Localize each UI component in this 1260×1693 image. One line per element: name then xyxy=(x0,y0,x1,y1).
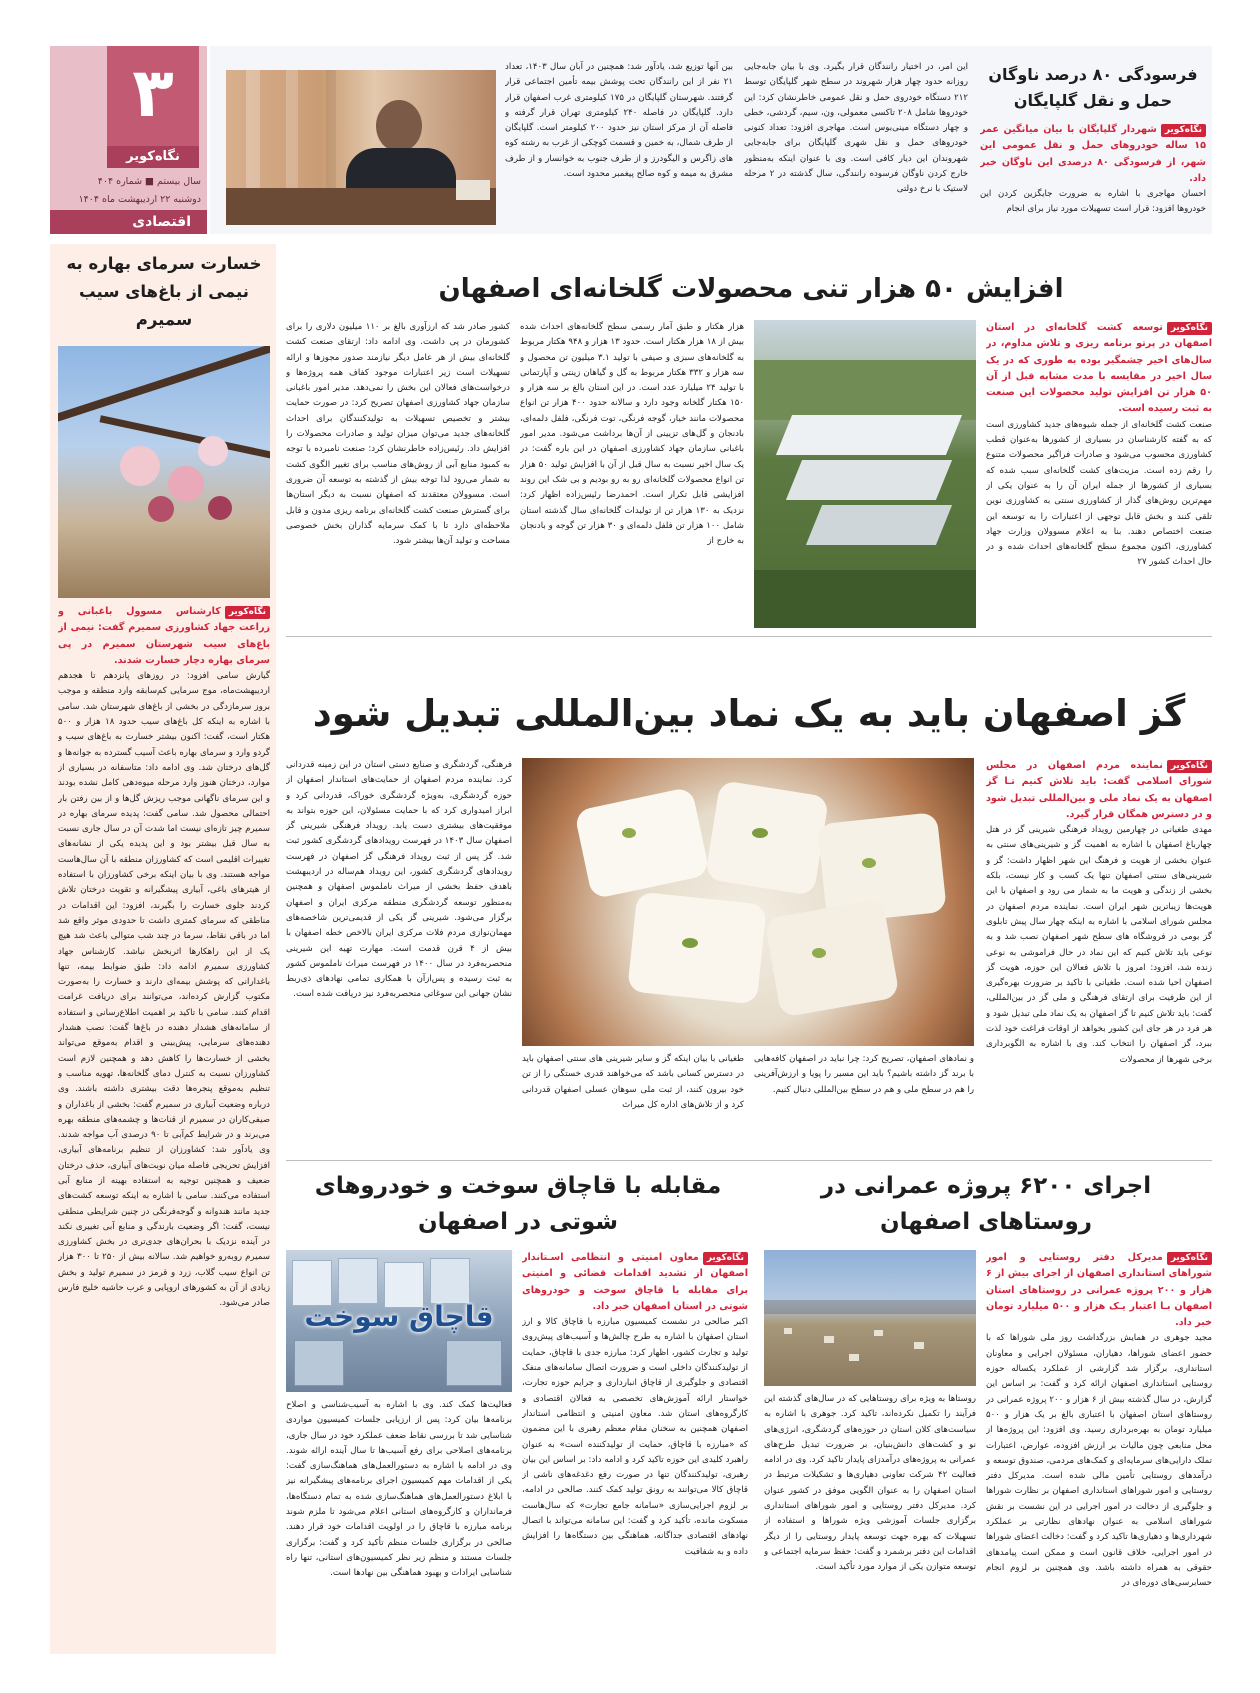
gaz-lead-col xyxy=(986,758,1212,1228)
greenhouse-col1: صنعت کشت گلخانه‌ای از جمله شیوه‌های جدید کشاورزی است که به گفته کارشناسان در بسیاری از کشورها به‌عنوان قطب کشاورزی محسوب می‌شود و صادرات فراگیر محصولات متنوع را رقم زده است. مزیت‌های کشت گلخانه‌ای سبب شده که بسیاری از کشورها از جمله ایران آن را به عنوان یکی از مهم‌ترین روش‌های گذار از کشاورزی سنتی به کشاورزی نوین تلقی کنند و بخش قابل توجهی از اعتبارات را به توسعه این صنعت اختصاص دهند. بنا به اعلام مسوولان وزارت جهاد کشاورزی، اکنون مجموع سطح گلخانه‌های احداث شده و در حال احداث کشور ۲۷ xyxy=(986,419,1212,568)
gaz-lead: نماینده مردم اصفهان در مجلس شورای اسلامی گفت: باید تلاش کنیم تـا گز اصفهان به یک نماد ملی و بین‌المللی تبدیل شود و در دسترس همگان قرار گیرد. xyxy=(986,760,1212,820)
newspaper-badge: نگاه‌کویر xyxy=(703,1252,748,1265)
greenhouse-lead: توسعه کشت گلخانه‌ای در استان اصفهان در پرتو برنامه ریزی و تلاش مداوم، در سال‌های اخیر چشمگیر بوده به طوری که در یک سال اخیر در مقایسه با مدت مشابه قبل از آن ۵۰ هزار تن افزایش تولید محصولات این صنعت به ثبت رسیده است. xyxy=(986,322,1212,415)
villages-col1: مجید جوهری در همایش بزرگداشت روز ملی شوراها که با حضور اعضای شوراها، دهیاران، مسئولان اجرایی و معاونان استانداری، برگزار شد گزارشی از عملکرد یکساله حوزه روستایی استانداری اصفهان ارائه کرد و گفت: بر اساس این گزارش، در سال گذشته بیش از ۶ هزار و ۲۰۰ پروژه عمرانی در روستاهای استان اصفهان با اعتباری بالغ بر یک هزار و ۵۰۰ میلیارد تومان به بهره‌برداری رسید. وی افزود: این پروژه‌ها از محل منابعی چون مالیات بر ارزش افزوده، عوارض، اعتبارات تملک دارایی‌های سرمایه‌ای و کمک‌های مردمی، صندوق توسعه و درآمدهای روستایی تأمین مالی شده است. مدیرکل دفتر روستایی و امور شوراهای استانداری اصفهان بر نظارت شوراها و جلوگیری از دخالت در امور اجرایی در این نشست بر نقش شوراهای اسلامی به عنوان نهادهای نظارتی بر عملکرد شهرداری‌ها و دهیاری‌ها تاکید کرد و گفت: دخالت اعضای شوراها در امور اجرایی، خلاف قانون است و ممکن است پیامدهای حقوقی به همراه داشته باشد. وی همچنین بر لزوم انجام حسابرسی‌های دوره‌ای در xyxy=(986,1333,1212,1589)
frost-body: گیارش سامی افزود: در روزهای پانزدهم تا هجدهم اردیبهشت‌ماه، موج سرمایی کم‌سابقه وارد منطقه و موجب بروز سرمازدگی در بخشی از باغ‌های شهرستان شد. سامی با اشاره به اینکه کل باغ‌های سیب حدود ۱۸ هزار و ۵۰۰ هکتار است، گفت: اکنون بیشتر خسارت به باغ‌های سیب و گردو وارد و سرمای بهاره باعث آسیب گسترده به جوانه‌ها و گل‌های درختان شد. وی ادامه داد: متاسفانه در بسیاری از موارد، درختان هنوز وارد مرحله میوه‌دهی کامل نشده بودند و این سرمای ناگهانی موجب ریزش گل‌ها و از بین رفتن بار احتمالی محصول شد. سامی گفت: پدیده سرمای بهاره در سمیرم چیز تازه‌ای نیست اما شدت آن در سال جاری نسبت به سال قبل بیشتر بود و این پدیده یکی از نشانه‌های تغییرات اقلیمی است که کشاورزان منطقه با آن سال‌هاست مواجه هستند. وی با بیان اینکه برخی کشاورزان با استفاده از هیترهای باغی، آبیاری پیشگیرانه و تقویت درختان تلاش کردند جلوی خسارت را بگیرند، افزود: این اقدامات در مناطقی که سرمای کمتری داشت تا حدودی موثر واقع شد اما در باقی نقاط، سرما در چند شب متوالی باعث شد هیچ یک از این راهکارها اثربخش نباشد. کارشناس جهاد کشاورزی سمیرم ادامه داد: طبق ضوابط بیمه، تنها باغدارانی که پوشش بیمه‌ای دارند و خسارت را به‌صورت مکتوب گزارش کرده‌اند، می‌توانند برای دریافت غرامت اقدام کنند. سامی با تاکید بر اهمیت اطلاع‌رسانی و استفاده از سامانه‌های هشدار دهنده در باغ‌ها گفت: نصب هشدار دهنده‌های سرمایی، پیش‌بینی و اقدام به‌موقع می‌تواند بخشی از خسارت‌ها را کاهش دهد و همچنین لازم است کشاورزان نسبت به کنترل دمای گلخانه‌ها، تهویه مناسب و تنظیم به‌موقع پنجره‌ها دقت بیشتری داشته باشند. وی درباره وضعیت آبیاری در سمیرم گفت: بخشی از باغداران و صیفی‌کاران در سمیرم از قنات‌ها و چشمه‌های منطقه بهره می‌برند و در شرایط کم‌آبی تا ۹۰ درصدی آب مواجه شدند. وی یادآور شد: کشاورزان از تنظیم برنامه‌های آبیاری، افزایش تحریجی فاصله میان نوبت‌های آبیاری، حذف درختان ضعیف و همچنین توجیه به استفاده بهینه از منابع آبی استفاده می‌کنند. سامی با اشاره به اینکه توسعه کشت‌های جدید مانند هندوانه و گوجه‌فرنگی در چنین شرایطی منطقی نیست، گفت: اگر وضعیت بارندگی و منابع آبی تغییری نکند در آینده نزدیک با بحران‌های جدی‌تری در بخش کشاورزی سمیرم روبه‌رو خواهیم شد. سالانه بیش از ۲۵۰ تا ۳۰۰ هزار تن انواع سیب گلاب، زرد و قرمز در سمیرم تولید و بخش زیادی از آن به کشورهای اروپایی و عرب حاشیه خلیج فارس صادر می‌شود. xyxy=(58,671,270,1309)
top-article-title: فرسودگی ۸۰ درصد ناوگان حمل و نقل گلپایگان xyxy=(988,65,1198,110)
official-photo xyxy=(226,70,496,225)
issue-number: سال بیستم ■ شماره ۴۰۴ xyxy=(97,176,201,187)
section-label: اقتصادی xyxy=(50,210,207,234)
greenhouse-col2: هزار هکتار و طبق آمار رسمی سطح گلخانه‌های احداث شده بیش از ۱۸ هزار هکتار است. حدود ۱۳ هزار و ۹۴۸ هکتار مربوط به گلخانه‌های سبزی و صیفی با تولید ۳.۱ میلیون تن محصول و سه هزار و ۳۳۲ هکتار مربوط به گل و گیاهان زینتی و آپارتمانی با تولید ۲۴ میلیارد عدد است. در این استان بالغ بر سه هزار و ۱۵۰ هکتار گلخانه وجود دارد و سالانه حدود ۴۰۰ هزار تن انواع محصولات مانند خیار، گوجه فرنگی، توت فرنگی، فلفل دلمه‌ای، بادنجان و گل‌های تزیینی از آن‌ها برداشت می‌شود. مدیر امور باغبانی سازمان جهاد کشاورزی اصفهان در این باره گفت: در یک سال اخیر نسبت به سال قبل از آن با افزایش تولید ۵۰ هزار تن انواع محصولات گلخانه‌ای رو به رو بودیم و بی شک این روند افزایشی قابل تکرار است. احمدرضا رئیس‌زاده اظهار کرد: نزدیک به ۱۳۰ هزار تن از تولیدات گلخانه‌ای سال گذشته استان شامل ۱۰۰ هزار تن فلفل دلمه‌ای و ۳۰ هزار تن گوجه و بادنجان به خارج از xyxy=(520,322,744,547)
newspaper-badge: نگاه‌کویر xyxy=(225,606,270,619)
issue-date: دوشنبه ۲۲ اردیبهشت ماه ۱۴۰۴ xyxy=(78,194,201,205)
gaz-col4: فرهنگی، گردشگری و صنایع دستی استان در این زمینه قدردانی کرد. نماینده مردم اصفهان از حمایت‌های استاندار اصفهان از حوزه گردشگری، به‌ویژه گردشگری خوراک، قدردانی کرد و ابراز امیدواری کرد که با حمایت مسئولان، این حوزه بتواند به موفقیت‌های بیشتری دست یابد. رویداد فرهنگی شیرینی گز اصفهان سال ۱۴۰۳ در فهرست رویدادهای گردشگری کشور ثبت شد. گز پس از ثبت رویداد فرهنگی گز اصفهان در فهرست رویدادهای گردشگری کشور، این رویداد هم‌ساله در اردیبهشت باهدف حفظ بخشی از میراث ناملموس اصفهان و همچنین به‌منظور توسعه گردشگری منطقه مرکزی ایران و اصفهان برگزار می‌شود. شیرینی گز یکی از قدیمی‌ترین شاخصه‌های مهمان‌نوازی مردم فلات مرکزی ایران بالاخص خطه اصفهان با بیش از ۴ قرن قدمت است. مهارت تهیه این شیرینی منحصربه‌فرد در سال ۱۴۰۰ در فهرست میراث ناملموس کشور به ثبت رسیده و پس‌ازآن با همکاری تمامی نهادهای ذی‌ربط نشان جهانی این سوغاتی منحصربه‌فرد نیز دریافت شده است. xyxy=(286,760,512,1000)
villages-col2: روستاها به ویژه برای روستاهایی که در سال‌های گذشته این فرآیند را تکمیل نکرده‌اند، تاکید کرد. جوهری با اشاره به سیاست‌های کلان استان در حوزه‌های گردشگری، انرژی‌های نو و کشت‌های دانش‌بنیان، بر ضرورت تبدیل طرح‌های عمرانی به پروژه‌های درآمدزای پایدار تاکید کرد. وی در ادامه فعالیت ۴۲ شرکت تعاونی دهیاری‌ها و تشکیلات مرتبط در استان اصفهان را به عنوان الگویی موفق در کشور عنوان کرد. مدیرکل دفتر روستایی و امور شوراهای استانداری برگزاری جلسات آموزشی ویژه شوراها و استفاده از تسهیلات که بهره جهت توسعه پایدار روستایی را از دیگر اقدامات این دفتر برشمرد و گفت: حفظ سرمایه اجتماعی و توسعه متوازن یکی از موارد مورد تأکید است. xyxy=(764,1394,976,1573)
villages-lead-col xyxy=(986,1250,1212,1654)
newspaper-badge: نگاه‌کویر xyxy=(1167,322,1212,335)
smuggling-lead: معاون امنیتی و انتظامی اسـتاندار اصفهان از تشدید اقدامات قضائی و امنیتی برای مقابله با قاچاق سوخت و خودروهای شوتی در استان اصفهان خبر داد. xyxy=(522,1252,748,1312)
apple-blossom-photo xyxy=(58,346,270,598)
gaz-col3: طغیانی با بیان اینکه گز و سایر شیرینی های سنتی اصفهان باید در دسترس کسانی باشد که می‌خواهند قدری خستگی را از تن خود بیرون کنند، از ثبت ملی سوهان عسلی اصفهان قدردانی کرد و از تلاش‌های اداره کل میراث xyxy=(522,1054,744,1110)
frost-lead: کارشناس مسوول باغبانی و زراعت جهاد کشاورزی سمیرم گفت: نیمی از باغ‌های سیب شهرستان سمیرم در پی سرمای بهاره دچار خسارت شدند. xyxy=(58,606,270,666)
top-article-lead-col xyxy=(980,122,1206,232)
frost-body-col xyxy=(58,604,270,1650)
newspaper-badge: نگاه‌کویر xyxy=(1167,1252,1212,1265)
fuel-smuggling-label: قاچاق سوخت xyxy=(304,1300,494,1333)
newspaper-badge: نگاه‌کویر xyxy=(1167,760,1212,773)
smuggling-col2: فعالیت‌ها کمک کند. وی با اشاره به آسیب‌شناسی و اصلاح برنامه‌ها بیان کرد: پس از ارزیابی جلسات کمیسیون مواردی شناسایی شد تا بررسی نقاط ضعف عملکرد خود در سال جاری، برنامه‌های اصلاحی برای رفع آسیب‌ها تا سال آینده ارائه شوند. وی در ادامه با اشاره به دستورالعمل‌های هماهنگ‌سازی گفت: یکی از اقدامات مهم کمیسیون اجرای برنامه‌های پیشگیرانه نیز با ابلاغ دستورالعمل‌های هماهنگ‌سازی شده به تمام دستگاه‌ها، فرمانداران و کارگروه‌های استانی اعلام می‌شود تا ملزم شوند برنامه مبارزه با قاچاق را در اولویت اقدامات خود قرار دهند. صالحی در برگزاری جلسات منظم تأکید کرد و گفت: برگزاری جلسات مستند و منظم زیر نظر کمیسیون‌های استانی، تنها راه شناسایی ایرادات و بهبود هماهنگی بین نهادها است. xyxy=(286,1400,512,1579)
villages-lead: مدیرکل دفتر روستایی و امور شوراهای استانداری اصفهان از اجرای بیش از ۶ هزار و ۲۰۰ پروژه عمرانی در روستاهای استان اصفهان بـا اعتبار یـک هزار و ۵۰۰ میلیارد تومان خبر داد. xyxy=(986,1252,1212,1329)
villages-title: اجرای ۶۲۰۰ پروژه عمرانی در روستاهای اصفهان xyxy=(820,1173,1152,1235)
gaz-col2: و نمادهای اصفهان، تصریح کرد: چرا نباید در اصفهان کافه‌هایی با برند گز داشته باشیم؟ باید این مسیر را پویا و ارزش‌آفرینی را هم در سطح ملی و هم در سطح بین‌المللی دنبال کنیم. xyxy=(754,1054,974,1095)
gaz-col1: مهدی طغیانی در چهارمین رویداد فرهنگی شیرینی گز در هتل چهارباغ اصفهان با اشاره به اهمیت گز و شیرینی‌های سنتی به عنوان بخشی از هویت و فرهنگ این شهر اظهار داشت: گز و شیرینی‌های سنتی اصفهان تنها یک کسب و کار نیست، بلکه بخشی از زندگی و هویت ما به شمار می رود و اصفهان با این هویت‌ها زیباترین شهر ایران است. نماینده مردم اصفهان در مجلس شورای اسلامی با اشاره به اینکه چهار سال پیش تابلوی گز بومی در فروشگاه های سطح شهر اصفهان نصب شد و به نوعی باید تلاش کنیم که این نماد در حال فراموشی به نوعی زنده شد، افزود: امروز با تلاش فعالان این حوزه، هویت گز اصفهان احیا شده است. طغیانی با تاکید بر ضرورت بهره‌گیری از این ظرفیت برای ارتقای فرهنگی و ملی گز در بین‌المللی، گفت: باید تلاش کنیم تا گز اصفهان به یک نماد ملی تبدیل شود و هر فرد در هر جای این کشور بخواهد از اوقات فراغت خود لذت ببرد، گز اصفهان را انتخاب کند. وی با اشاره به الگوبرداری برخی شهرها از محصولات xyxy=(986,825,1212,1065)
top-article-col1: احسان مهاجری با اشاره به ضرورت جایگزین کردن این خودروها افزود: قرار است تسهیلات مورد نیاز برای انجام xyxy=(980,189,1206,215)
village-photo xyxy=(764,1250,976,1386)
gaz-sweets-photo xyxy=(522,758,974,1046)
greenhouse-title: افزایش ۵۰ هزار تنی محصولات گلخانه‌ای اصفهان xyxy=(438,274,1064,304)
greenhouse-col3: کشور صادر شد که ارزآوری بالغ بر ۱۱۰ میلیون دلاری را برای کشورمان در پی داشت. وی ادامه داد: ارتقای صنعت کشت گلخانه‌ای بیش از هر عامل دیگر نیازمند صدور مجوزها و ارائه تسهیلات است زیر اعتبارات موجود کفاف همه پروژه‌ها و درخواست‌های فعالان این بخش را نمی‌دهد. مدیر امور باغبانی سازمان جهاد کشاورزی اصفهان تصریح کرد: در صورت حمایت بیشتر و تخصیص تسهیلات به تولیدکنندگان برای احداث گلخانه‌های جدید می‌توان میزان تولید و صادرات محصولات را افزایش داد. رئیس‌زاده خاطرنشان کرد: صنعت نامبرده با توجه به کمبود منابع آبی از روش‌های مناسب برای تغییر الگوی کشت به شمار می‌رود لذا توجه بیش از گذشته به توسعه آن ضروری است. مسوولان معتقدند که اصفهان نسبت به دیگر استان‌ها برای گسترش صنعت کشت گلخانه‌ای برنامه ریزی مدون و قابل ملاحظه‌ای دارد تا با کمک سرمایه گذاران بخش خصوصی مساحت و تولید آن‌ها بیشتر شود. xyxy=(286,322,510,547)
divider xyxy=(286,1160,1212,1161)
greenhouse-lead-col xyxy=(986,320,1212,628)
top-article-col3: بین آنها توزیع شد، یادآور شد: همچنین در آبان سال ۱۴۰۳، تعداد ۲۱ نفر از این رانندگان تحت پوشش بیمه تأمین اجتماعی قرار گرفتند. شهرستان گلپایگان در ۱۷۵ کیلومتری غرب اصفهان قرار دارد. گلپایگان در فاصله ۲۴۰ کیلومتری تهران قرار گرفته و فاصله آن از مرکز استان نیز حدود ۲۰۰ کیلومتر است. گلپایگان از طرف شمال، به خمین و قسمت کوچکی از غرب به رشته کوه های زاگرس و الیگودرز و از طرف جنوب به خوانسار و از طرف مشرق به میمه و کوه صالح پیغمبر محدود است. xyxy=(505,62,733,180)
divider xyxy=(286,636,1212,637)
smuggling-col1: اکبر صالحی در نشست کمیسیون مبارزه با قاچاق کالا و ارز استان اصفهان با اشاره به طرح چالش‌ها و آسیب‌های پیش‌روی تولید و تجارت کشور، اظهار کرد: مبارزه جدی با قاچاق، حمایت از تولیدکنندگان داخلی است و ضرورت اتصال سامانه‌های منفک اقتصادی و جلوگیری از قاچاق انبارداری و جرایم حوزه تجارت، خواستار ارائه آموزش‌های تخصصی به فعالان اقتصادی و کارگروه‌های استان شد. معاون امنیتی و انتظامی استاندار اصفهان همچنین به سخنان مقام معظم رهبری با این مضمون که «مبارزه با قاچاق، حمایت از تولیدکننده است» به عنوان راهبرد کلیدی این حوزه تاکید کرد و ادامه داد: بر اساس این بیان رهبری، تولیدکنندگان تنها در صورت رفع دغدغه‌های ناشی از قاچاق کالا می‌توانند به رونق تولید کمک کنند. صالحی در ادامه، بر لزوم اجرایی‌سازی «سامانه جامع تجارت» که سال‌هاست مسکوت مانده، تأکید کرد و گفت: این سامانه می‌تواند با اتصال نهادهای اقتصادی جداگانه، هماهنگی بین دستگاه‌ها را افزایش داده و به شفافیت xyxy=(522,1317,748,1557)
frost-title: خسارت سرمای بهاره به نیمی از باغ‌های سیب سمیرم xyxy=(66,254,262,329)
greenhouse-photo xyxy=(754,320,976,628)
page-number: ۳ xyxy=(107,46,199,146)
fuel-smuggling-photo xyxy=(286,1250,512,1392)
top-article-col2: این امر، در اختیار رانندگان قرار بگیرد. وی با بیان جابه‌جایی روزانه حدود چهار هزار شهروند در سطح شهر گلپایگان توسط ۲۱۲ دستگاه خودروی حمل و نقل عمومی خاطرنشان کرد: این خودروها شامل ۲۰۸ تاکسی معمولی، ون، سیم، گردشی، خطی و چهار دستگاه مینی‌بوس است. مهاجری افزود: تعداد کنونی خودروهای حمل و نقل شهری گلپایگان برای جابه‌جایی شهروندان این دیار کافی است. وی با عنوان اینکه به‌منظور خارج کردن ناوگان فرسوده رانندگی، سال گذشته در ۲ مرحله لاستیک با نرخ دولتی xyxy=(744,62,968,195)
newspaper-badge: نگاه‌کویر xyxy=(1161,124,1206,137)
top-article-lead: شهردار گلپایگان با بیان میانگین عمر ۱۵ ساله خودروهای حمل و نقل عمومی این شهر، از فرسودگی ۸۰ درصدی این ناوگان خبر داد. xyxy=(980,124,1206,184)
gaz-title: گز اصفهان باید به یک نماد بین‌المللی تبدیل شود xyxy=(312,692,1186,735)
masthead xyxy=(50,46,207,234)
brand-logo: نگاه‌کویر xyxy=(107,146,199,168)
smuggling-lead-col xyxy=(522,1250,748,1654)
smuggling-title: مقابله با قاچاق سوخت و خودروهای شوتی در اصفهان xyxy=(314,1173,722,1235)
